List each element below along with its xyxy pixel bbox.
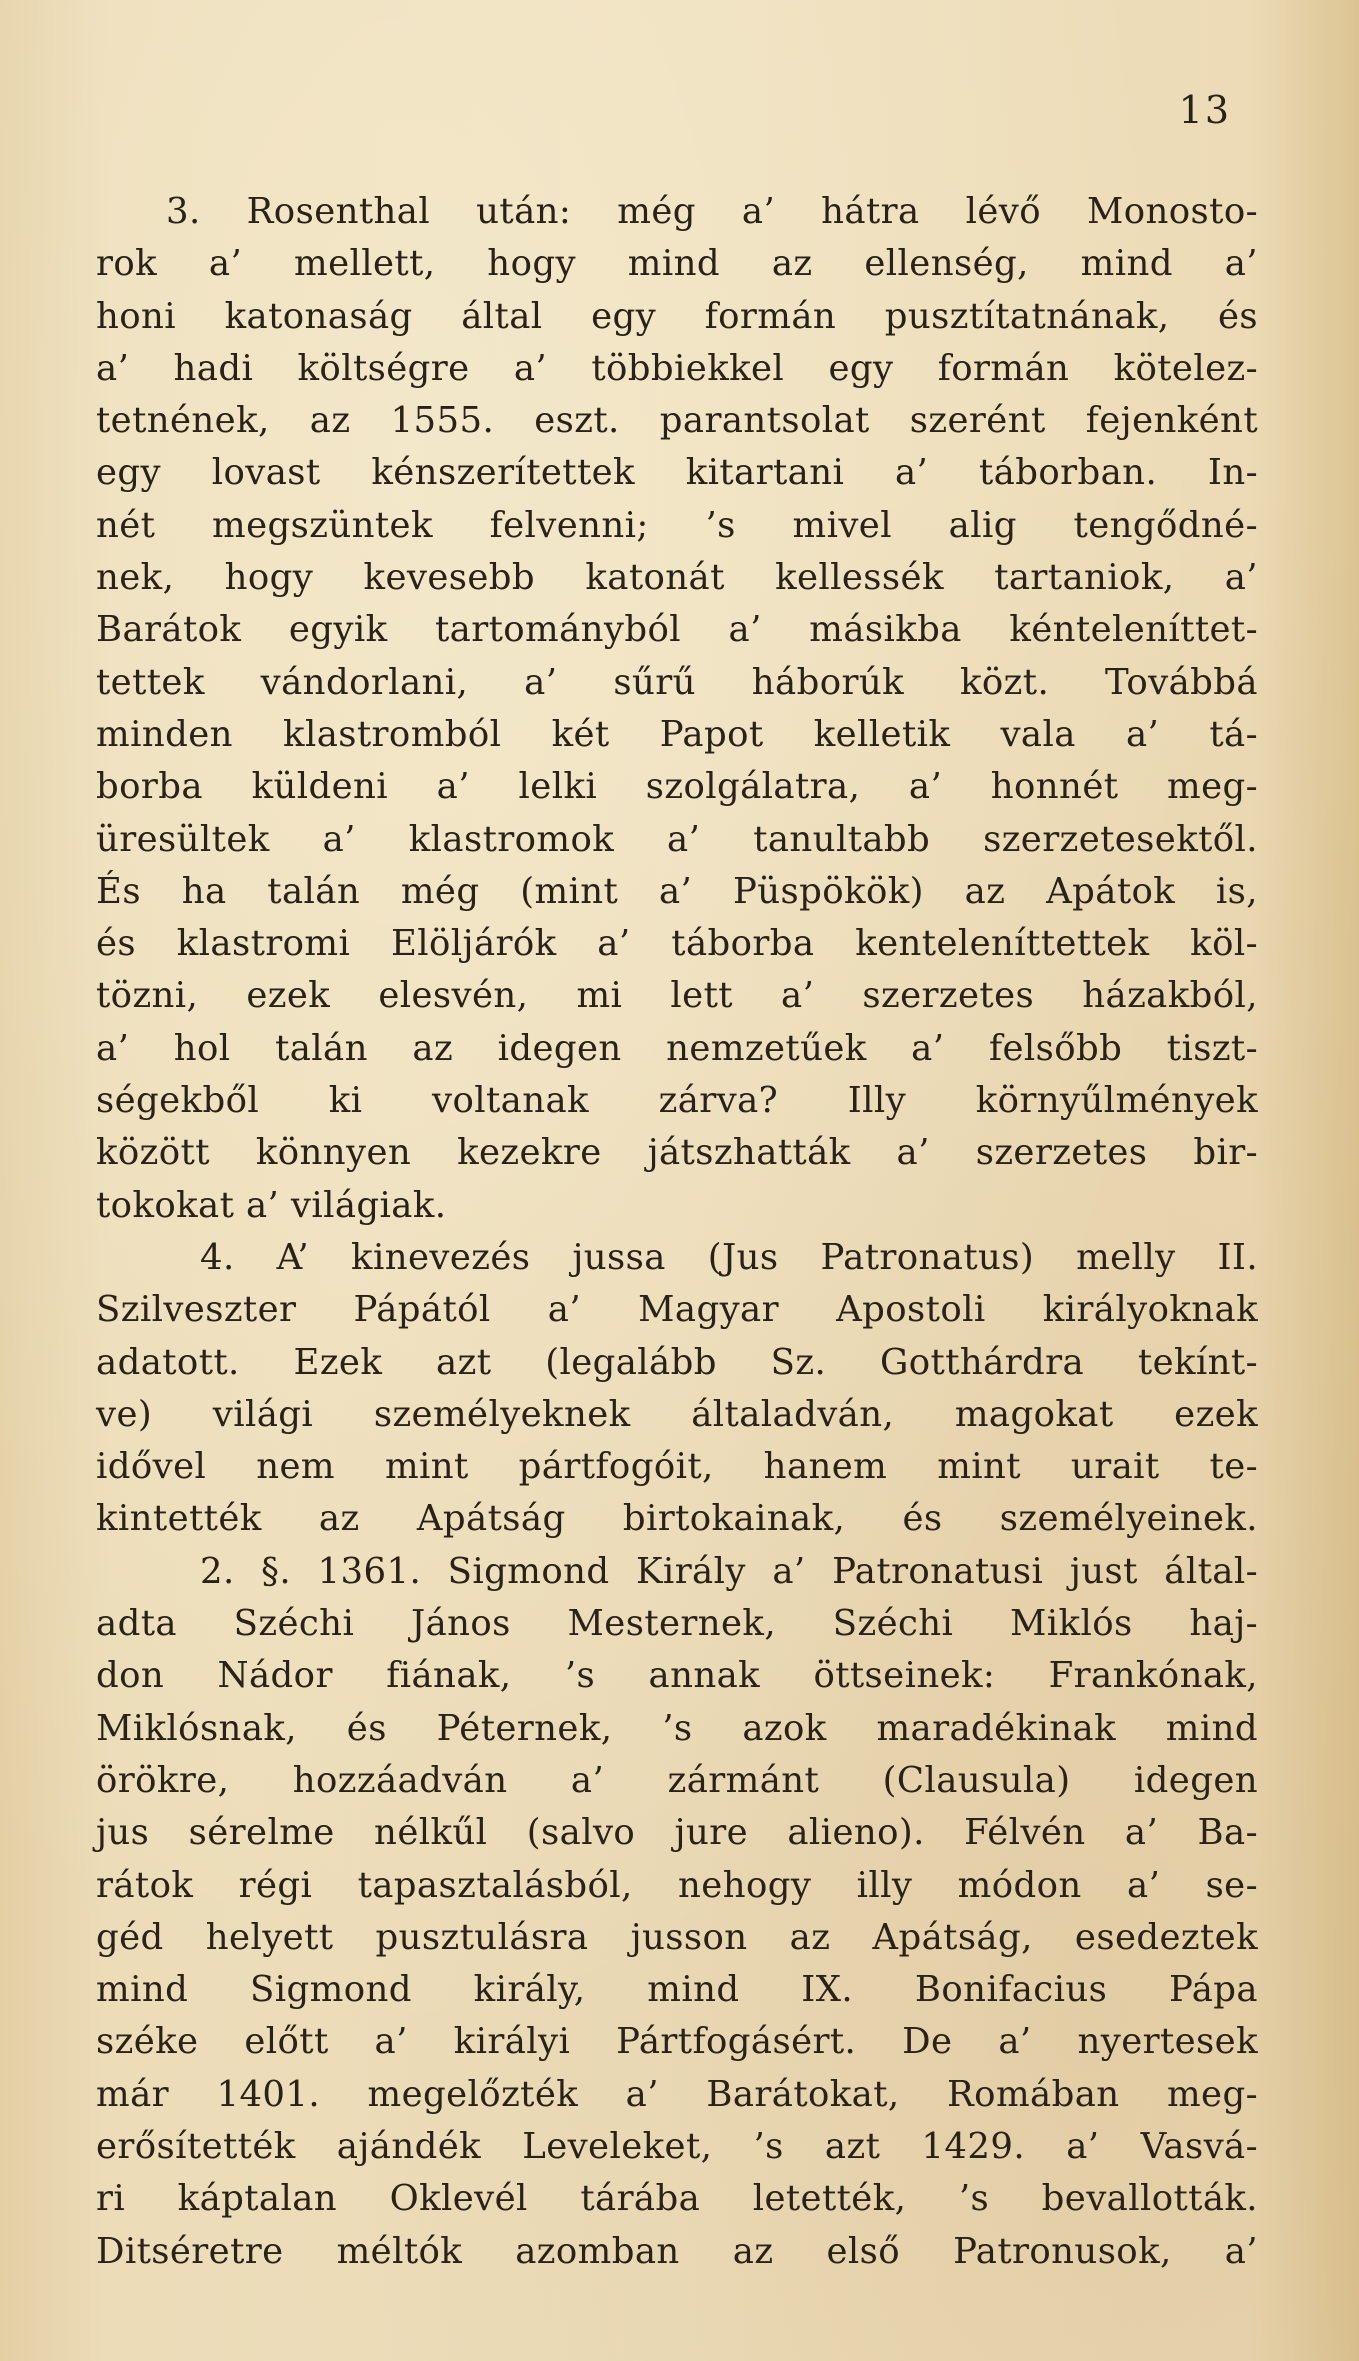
text-line: És ha talán még (mint a’ Püspökök) az Apátok is, — [96, 870, 1258, 912]
text-line: széke előtt a’ királyi Pártfogásért. De a’ nyertesek — [96, 2021, 1258, 2063]
text-line: rok a’ mellett, hogy mind az ellenség, mind a’ — [96, 243, 1258, 285]
text-line: 4. A’ kinevezés jussa (Jus Patronatus) melly II. — [200, 1236, 1258, 1278]
body-text — [96, 186, 1258, 2278]
text-line: a’ hol talán az idegen nemzetűek a’ felsőbb tiszt- — [96, 1027, 1258, 1069]
text-line: géd helyett pusztulásra jusson az Apátság, esedeztek — [96, 1916, 1258, 1958]
text-line: tözni, ezek elesvén, mi lett a’ szerzetes házakból, — [96, 975, 1258, 1017]
text-line: már 1401. megelőzték a’ Barátokat, Romában meg- — [96, 2073, 1258, 2115]
text-line: egy lovast kénszerítettek kitartani a’ táborban. In- — [96, 452, 1258, 494]
text-line: nét megszüntek felvenni; ’s mivel alig tengődné- — [96, 504, 1258, 546]
paragraph-section-2 — [96, 1546, 1258, 2278]
text-line: erősítették ajándék Leveleket, ’s azt 1429. a’ Vasvá- — [96, 2125, 1258, 2167]
text-line: között könnyen kezekre játszhatták a’ szerzetes bir- — [96, 1132, 1258, 1174]
paragraph-section-4 — [96, 1232, 1258, 1546]
text-line: kintették az Apátság birtokainak, és személyeinek. — [96, 1498, 1258, 1540]
page-number: 13 — [1178, 88, 1231, 132]
text-line: örökre, hozzáadván a’ zármánt (Clausula) idegen — [96, 1759, 1258, 1801]
text-line: tokokat a’ világiak. — [96, 1184, 447, 1226]
text-line: rátok régi tapasztalásból, nehogy illy módon a’ se- — [96, 1864, 1258, 1906]
text-line: don Nádor fiának, ’s annak öttseinek: Frankónak, — [96, 1655, 1258, 1697]
text-line: borba küldeni a’ lelki szolgálatra, a’ honnét meg- — [96, 766, 1258, 808]
text-line: Barátok egyik tartományból a’ másikba kénteleníttet- — [96, 609, 1258, 651]
text-line: honi katonaság által egy formán pusztítatnának, és — [96, 295, 1258, 337]
text-line: üresültek a’ klastromok a’ tanultabb szerzetesektől. — [96, 818, 1258, 860]
text-line: idővel nem mint pártfogóit, hanem mint urait te- — [96, 1446, 1258, 1488]
text-line: nek, hogy kevesebb katonát kellessék tartaniok, a’ — [96, 557, 1258, 599]
text-line: és klastromi Elöljárók a’ táborba kenteleníttettek köl- — [96, 923, 1258, 965]
text-line: 2. §. 1361. Sigmond Király a’ Patronatusi just által- — [200, 1550, 1258, 1592]
text-line: ri káptalan Oklevél tárába letették, ’s bevallották. — [96, 2178, 1258, 2220]
text-line: Miklósnak, és Péternek, ’s azok maradékinak mind — [96, 1707, 1258, 1749]
text-line: a’ hadi költségre a’ többiekkel egy formán kötelez- — [96, 347, 1258, 389]
text-line: mind Sigmond király, mind IX. Bonifacius Pápa — [96, 1969, 1258, 2011]
text-line: minden klastromból két Papot kelletik vala a’ tá- — [96, 713, 1258, 755]
text-line: tettek vándorlani, a’ sűrű háborúk közt. Továbbá — [96, 661, 1258, 703]
text-line: ségekből ki voltanak zárva? Illy környűlmények — [96, 1080, 1258, 1122]
text-line: tetnének, az 1555. eszt. parantsolat szerént fejenként — [96, 400, 1258, 442]
text-line: adatott. Ezek azt (legalább Sz. Gotthárdra tekínt- — [96, 1341, 1258, 1383]
text-line: ve) világi személyeknek általadván, magokat ezek — [96, 1393, 1258, 1435]
text-line: Ditséretre méltók azomban az első Patronusok, a’ — [96, 2230, 1258, 2272]
text-line: jus sérelme nélkűl (salvo jure alieno). Félvén a’ Ba- — [96, 1812, 1258, 1854]
text-line: 3. Rosenthal után: még a’ hátra lévő Monosto- — [166, 191, 1258, 232]
paragraph-section-3 — [96, 186, 1258, 1232]
text-line: Szilveszter Pápától a’ Magyar Apostoli királyoknak — [96, 1289, 1258, 1331]
text-line: adta Széchi János Mesternek, Széchi Miklós haj- — [96, 1603, 1258, 1645]
